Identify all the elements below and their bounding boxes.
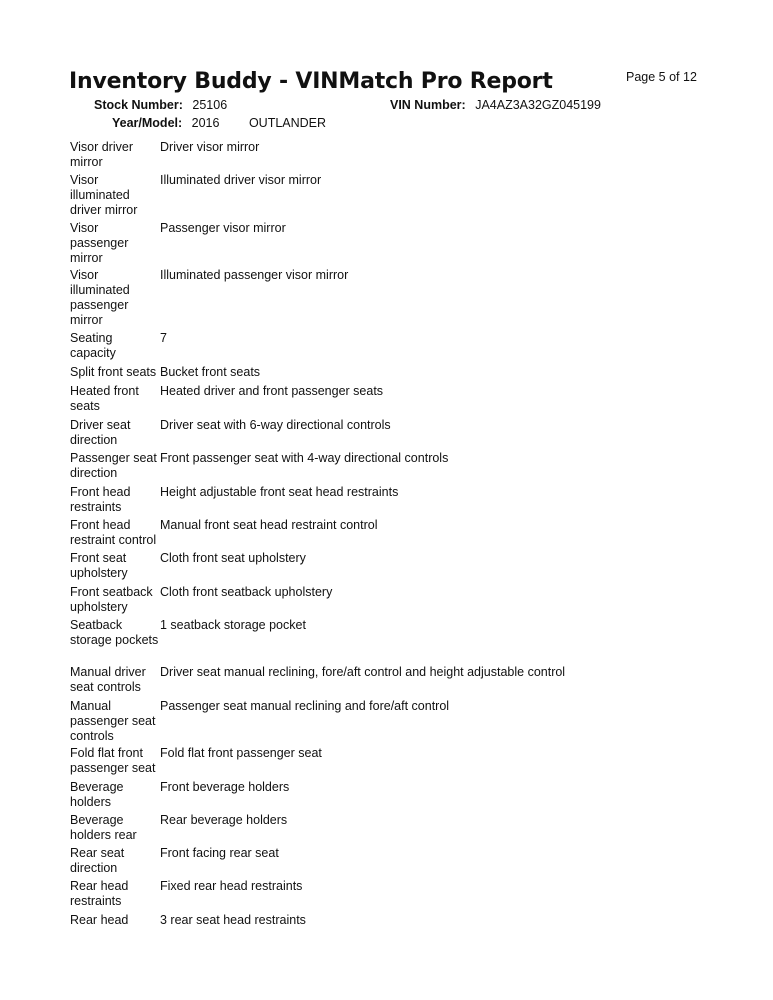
spec-value: Driver visor mirror — [160, 140, 260, 154]
spec-value: Rear beverage holders — [160, 813, 288, 827]
spec-value: 1 seatback storage pocket — [160, 618, 306, 632]
spec-name: Front seat upholstery — [70, 551, 128, 580]
spec-name: Visor illuminated driver mirror — [70, 173, 138, 217]
report-title: Inventory Buddy - VINMatch Pro Report — [69, 69, 553, 94]
vin-number-label: VIN Number: — [390, 98, 466, 112]
spec-name: Visor illuminated passenger mirror — [70, 268, 130, 327]
spec-name: Visor passenger mirror — [70, 221, 129, 265]
model-value: OUTLANDER — [248, 116, 327, 130]
spec-name: Rear seat direction — [70, 846, 125, 875]
year-model — [112, 116, 326, 130]
stock-number-label: Stock Number: — [94, 98, 183, 112]
spec-name: Rear head — [70, 913, 129, 927]
spec-value: Bucket front seats — [160, 365, 261, 379]
spec-value: Passenger visor mirror — [160, 221, 286, 235]
year-model-label: Year/Model: — [112, 116, 183, 130]
spec-name: Passenger seat direction — [70, 451, 157, 480]
spec-name: Beverage holders rear — [70, 813, 137, 842]
spec-value: Illuminated driver visor mirror — [160, 173, 322, 187]
spec-value: Cloth front seatback upholstery — [160, 585, 333, 599]
spec-value: Front facing rear seat — [160, 846, 279, 860]
spec-name: Seating capacity — [70, 331, 116, 360]
spec-name: Front seatback upholstery — [70, 585, 153, 614]
spec-name: Heated front seats — [70, 384, 139, 413]
spec-name: Split front seats — [70, 365, 157, 379]
spec-value: Fold flat front passenger seat — [160, 746, 322, 760]
spec-name: Beverage holders — [70, 780, 124, 809]
stock-number — [94, 98, 227, 112]
page-number: Page 5 of 12 — [626, 70, 697, 84]
spec-value: Height adjustable front seat head restraints — [160, 485, 399, 499]
spec-value: 7 — [160, 331, 167, 345]
spec-value: Driver seat with 6-way directional controls — [160, 418, 391, 432]
spec-name: Seatback storage pockets — [70, 618, 159, 647]
year-value: 2016 — [191, 116, 220, 130]
spec-value: Cloth front seat upholstery — [160, 551, 306, 565]
spec-value: Front beverage holders — [160, 780, 290, 794]
spec-name: Front head restraint control — [70, 518, 157, 547]
spec-value: Illuminated passenger visor mirror — [160, 268, 349, 282]
spec-value: 3 rear seat head restraints — [160, 913, 306, 927]
spec-name: Fold flat front passenger seat — [70, 746, 156, 775]
vin-number — [390, 98, 601, 112]
spec-value: Driver seat manual reclining, fore/aft control and height adjustable control — [160, 665, 566, 679]
spec-name: Rear head restraints — [70, 879, 129, 908]
spec-value: Passenger seat manual reclining and fore/aft control — [160, 699, 450, 713]
vin-number-value: JA4AZ3A32GZ045199 — [475, 98, 601, 112]
spec-value: Fixed rear head restraints — [160, 879, 303, 893]
spec-name: Manual passenger seat controls — [70, 699, 156, 743]
spec-value: Front passenger seat with 4-way directional controls — [160, 451, 449, 465]
spec-name: Front head restraints — [70, 485, 131, 514]
spec-name: Manual driver seat controls — [70, 665, 146, 694]
spec-name: Driver seat direction — [70, 418, 131, 447]
spec-name: Visor driver mirror — [70, 140, 133, 169]
stock-number-value: 25106 — [192, 98, 228, 112]
spec-value: Heated driver and front passenger seats — [160, 384, 384, 398]
spec-value: Manual front seat head restraint control — [160, 518, 378, 532]
